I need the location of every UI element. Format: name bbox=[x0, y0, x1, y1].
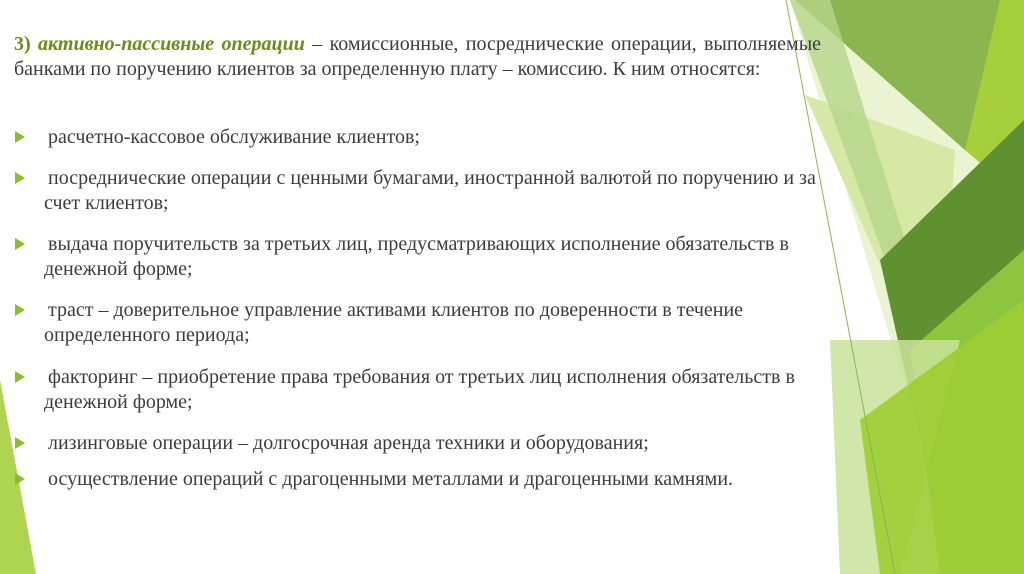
intro-text: – комиссионные, посреднические операции, выполняемые банками по поручению клиентов за определенную плату – комиссию. К ним относятся: bbox=[14, 33, 822, 80]
triangle-right-icon bbox=[15, 371, 25, 383]
list-item-text: траст – доверительное управление активами клиентов по доверенности в течение определенного периода; bbox=[44, 299, 744, 346]
list-item-text: посреднические операции с ценными бумагами, иностранной валютой по поручению и за счет клиентов; bbox=[44, 167, 816, 214]
list-item bbox=[14, 232, 824, 282]
triangle-right-icon bbox=[15, 437, 25, 449]
list-item bbox=[14, 166, 824, 216]
list-item bbox=[14, 365, 824, 415]
triangle-right-icon bbox=[15, 131, 25, 143]
list-item-text: выдача поручительств за третьих лиц, предусматривающих исполнение обязательств в денежной форме; bbox=[44, 233, 789, 280]
triangle-right-icon bbox=[15, 304, 25, 316]
triangle-right-icon bbox=[15, 238, 25, 250]
intro-term: активно-пассивные операции bbox=[38, 33, 305, 55]
list-item bbox=[14, 125, 824, 150]
triangle-right-icon bbox=[15, 172, 25, 184]
list-item-text: факторинг – приобретение права требования от третьих лиц исполнения обязательств в денежной форме; bbox=[44, 366, 795, 413]
intro-paragraph bbox=[14, 32, 821, 82]
item-number: 3) bbox=[14, 33, 31, 55]
list-item bbox=[14, 298, 824, 348]
list-item bbox=[14, 467, 824, 492]
list-item-text: осуществление операций с драгоценными металлами и драгоценными камнями. bbox=[48, 468, 734, 490]
list-item-text: лизинговые операции – долгосрочная аренда техники и оборудования; bbox=[48, 432, 649, 454]
triangle-right-icon bbox=[15, 473, 25, 485]
list-item-text: расчетно-кассовое обслуживание клиентов; bbox=[48, 126, 420, 148]
list-item bbox=[14, 431, 824, 456]
